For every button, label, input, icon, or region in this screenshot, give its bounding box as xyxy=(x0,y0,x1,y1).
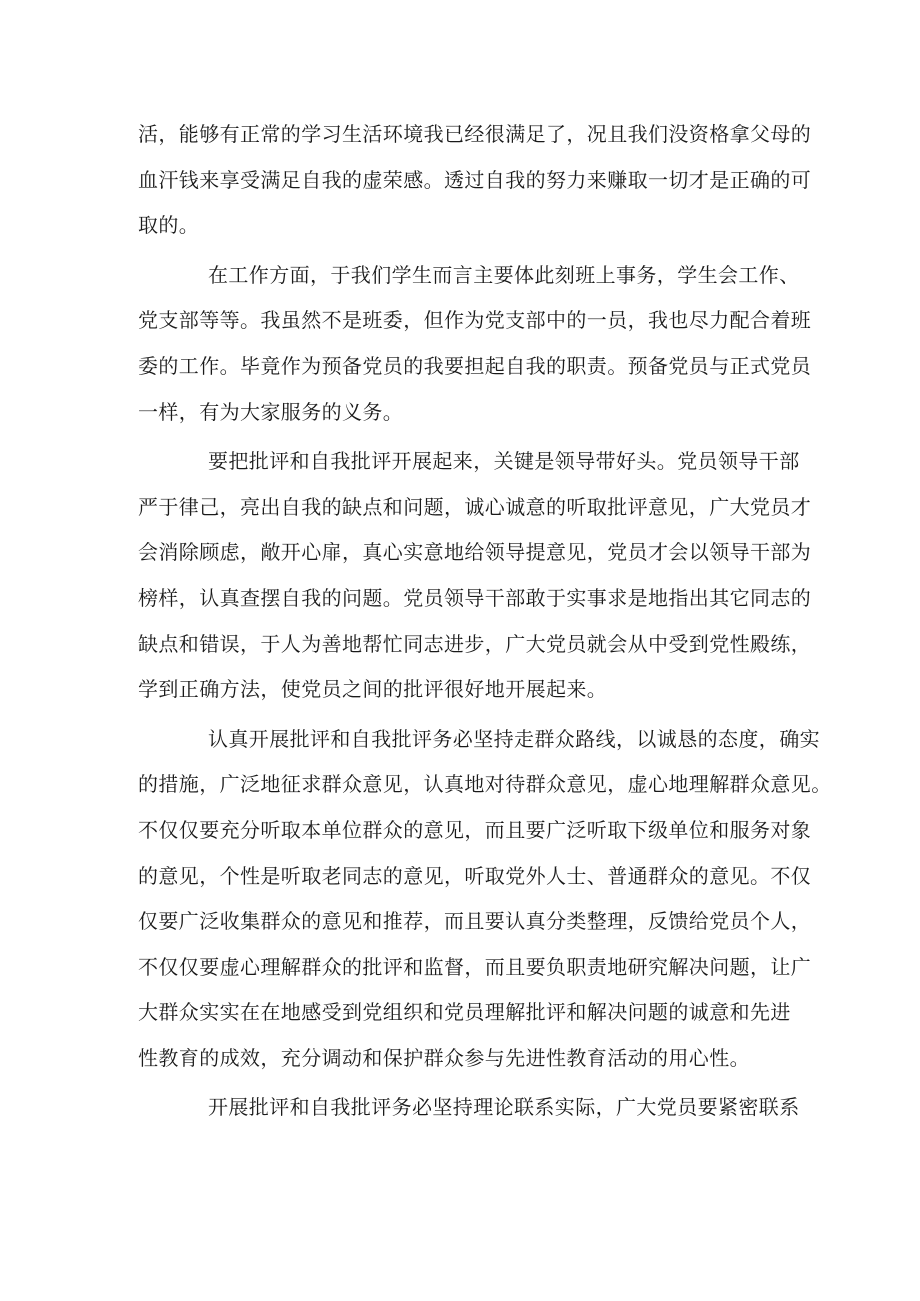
text-line: 血汗钱来享受满足自我的虚荣感。透过自我的努力来赚取一切才是正确的可 xyxy=(138,167,812,192)
text-line: 认真开展批评和自我批评务必坚持走群众路线，以诚恳的态度，确实 xyxy=(208,726,820,751)
text-line: 学到正确方法，使党员之间的批评很好地开展起来。 xyxy=(138,677,608,702)
paragraph xyxy=(138,112,812,249)
text-line: 缺点和错误，于人为善地帮忙同志进步，广大党员就会从中受到党性殿练， xyxy=(138,631,812,656)
text-line: 要把批评和自我批评开展起来，关键是领导带好头。党员领导干部 xyxy=(208,449,800,474)
text-line: 党支部等等。我虽然不是班委，但作为党支部中的一员，我也尽力配合着班 xyxy=(138,308,812,333)
text-line: 活，能够有正常的学习生活环境我已经很满足了，况且我们没资格拿父母的 xyxy=(138,122,812,146)
text-line: 严于律己，亮出自我的缺点和问题，诚心诚意的听取批评意见，广大党员才 xyxy=(138,494,812,519)
text-line: 性教育的成效，充分调动和保护群众参与先进性教育活动的用心性。 xyxy=(138,1045,750,1070)
text-line: 大群众实实在在地感受到党组织和党员理解批评和解决问题的诚意和先进 xyxy=(138,1000,791,1025)
text-line: 的措施，广泛地征求群众意见，认真地对待群众意见，虚心地理解群众意见。 xyxy=(138,772,832,797)
text-line: 一样，有为大家服务的义务。 xyxy=(138,399,404,424)
text-line: 仅要广泛收集群众的意见和推荐，而且要认真分类整理，反馈给党员个人， xyxy=(138,909,812,934)
paragraph xyxy=(138,439,812,713)
paragraph xyxy=(138,717,832,1082)
text-line: 取的。 xyxy=(138,213,200,238)
paragraph xyxy=(138,253,812,435)
document-body xyxy=(138,112,832,1131)
text-line: 榜样，认真查摆自我的问题。党员领导干部敢于实事求是地指出其它同志的 xyxy=(138,585,812,610)
text-line: 的意见，个性是听取老同志的意见，听取党外人士、普通群众的意见。不仅 xyxy=(138,863,812,888)
text-line: 在工作方面，于我们学生而言主要体此刻班上事务，学生会工作、 xyxy=(208,262,800,287)
paragraph xyxy=(138,1085,798,1131)
text-line: 会消除顾虑，敞开心扉，真心实意地给领导提意见，党员才会以领导干部为 xyxy=(138,540,812,565)
text-line: 不仅仅要虚心理解群众的批评和监督，而且要负职责地研究解决问题，让广 xyxy=(138,954,812,979)
text-line: 不仅仅要充分听取本单位群众的意见，而且要广泛听取下级单位和服务对象 xyxy=(138,817,812,842)
text-line: 开展批评和自我批评务必坚持理论联系实际，广大党员要紧密联系 xyxy=(208,1095,800,1120)
text-line: 委的工作。毕竟作为预备党员的我要担起自我的职责。预备党员与正式党员 xyxy=(138,353,812,378)
